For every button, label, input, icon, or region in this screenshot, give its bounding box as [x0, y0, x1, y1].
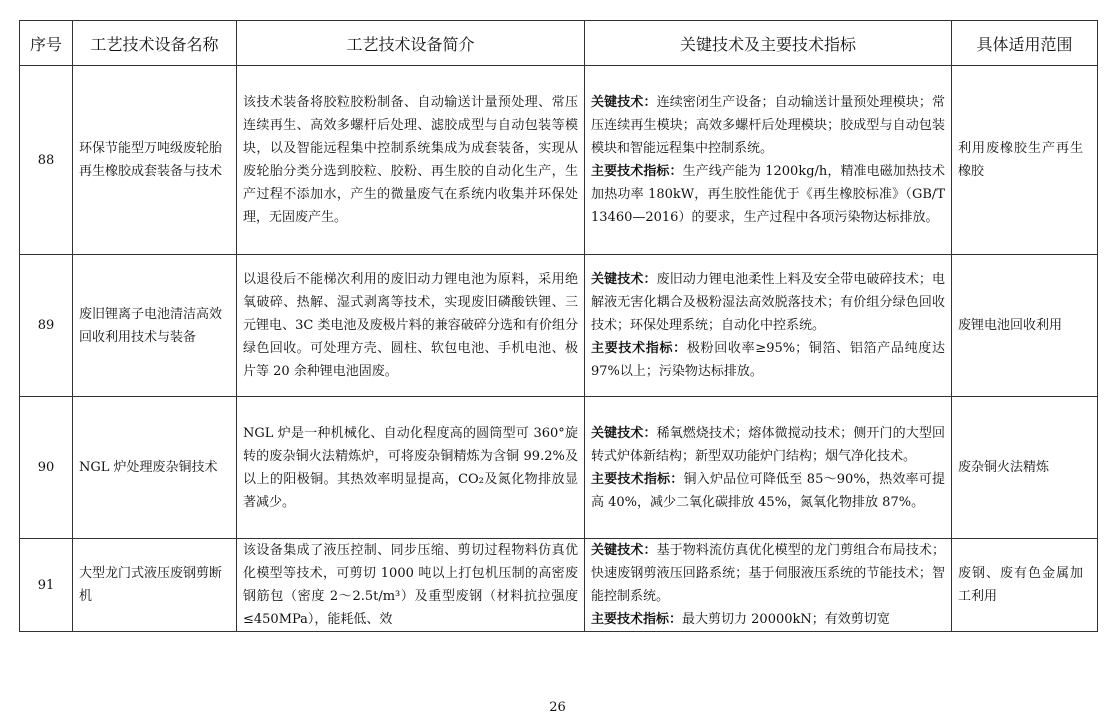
- row-number: 91: [20, 539, 73, 632]
- row-number: 90: [20, 397, 73, 539]
- table-header-row: [20, 21, 1098, 66]
- key-tech-label: 关键技术：: [591, 543, 657, 558]
- row-number: 89: [20, 255, 73, 397]
- key-tech-label: 关键技术：: [591, 272, 657, 287]
- key-tech-cell: [585, 397, 952, 539]
- key-tech-text: 基于物料流仿真优化模型的龙门剪组合布局技术；快速废钢剪液压回路系统；基于伺服液压系统的节能技术；智能控制系统。: [591, 543, 945, 604]
- tech-name: 废旧锂离子电池清洁高效回收利用技术与装备: [73, 255, 237, 397]
- key-tech-label: 关键技术：: [591, 425, 657, 441]
- indicators-text: 铜入炉品位可降低至 85～90%，热效率可提高 40%，减少二氧化碳排放 45%，氮氧化物排放 87%。: [591, 471, 945, 510]
- table-row: [20, 397, 1098, 539]
- key-tech-text: 废旧动力锂电池柔性上料及安全带电破碎技术；电解液无害化耦合及极粉湿法高效脱落技术；有价组分绿色回收技术；环保处理系统；自动化中控系统。: [591, 272, 945, 333]
- indicators-label: 主要技术指标：: [591, 471, 684, 487]
- indicators-label: 主要技术指标：: [591, 164, 683, 179]
- header-name: 工艺技术设备名称: [73, 21, 237, 66]
- tech-name: 环保节能型万吨级废轮胎再生橡胶成套装备与技术: [73, 66, 237, 255]
- key-tech-cell: [585, 255, 952, 397]
- technology-table: [19, 20, 1098, 632]
- indicators-text: 最大剪切力 20000kN；有效剪切宽: [682, 612, 890, 627]
- table-row: [20, 255, 1098, 397]
- table-row: [20, 66, 1098, 255]
- scope-cell: 利用废橡胶生产再生橡胶: [952, 66, 1098, 255]
- scope-cell: 废钢、废有色金属加工利用: [952, 539, 1098, 632]
- tech-intro: 以退役后不能梯次利用的废旧动力锂电池为原料，采用绝氧破碎、热解、湿式剥离等技术，实现废旧磷酸铁锂、三元锂电、3C 类电池及废极片料的兼容破碎分选和有价组分绿色回收。可处理方壳、圆柱、软包电池、手机电池、极片等 20 余种锂电池固废。: [237, 255, 585, 397]
- key-tech-cell: [585, 66, 952, 255]
- indicators-label: 主要技术指标：: [591, 341, 687, 356]
- tech-intro-cell: [237, 539, 585, 632]
- scope-cell: 废锂电池回收利用: [952, 255, 1098, 397]
- row-number: 88: [20, 66, 73, 255]
- table-row: [20, 539, 1098, 632]
- indicators-text: 极粉回收率≥95%；铜箔、铝箔产品纯度达 97%以上；污染物达标排放。: [591, 341, 945, 379]
- key-tech-label: 关键技术：: [591, 95, 657, 110]
- scope-cell: 废杂铜火法精炼: [952, 397, 1098, 539]
- key-tech-text: 连续密闭生产设备；自动输送计量预处理模块；常压连续再生模块；高效多螺杆后处理模块；胶成型与自动包装模块和智能远程集中控制系统。: [591, 95, 945, 156]
- tech-intro: NGL 炉是一种机械化、自动化程度高的圆筒型可 360°旋转的废杂铜火法精炼炉，可将废杂铜精炼为含铜 99.2%及以上的阳极铜。其热效率明显提高，CO₂及氮化物排放显著减少。: [237, 397, 585, 539]
- indicators-text: 生产线产能为 1200kg/h，精准电磁加热技术加热功率 180kW，再生胶性能优于《再生橡胶标准》（GB/T 13460—2016）的要求，生产过程中各项污染物达标排放。: [591, 164, 945, 225]
- header-key-tech: 关键技术及主要技术指标: [585, 21, 952, 66]
- key-tech-text: 稀氧燃烧技术；熔体微搅动技术；侧开门的大型回转式炉体新结构；新型双功能炉门结构；烟气净化技术。: [591, 425, 945, 464]
- page-number: 26: [549, 700, 566, 715]
- tech-name: 大型龙门式液压废钢剪断机: [73, 539, 237, 632]
- header-no: 序号: [20, 21, 73, 66]
- tech-intro: 该技术装备将胶粒胶粉制备、自动输送计量预处理、常压连续再生、高效多螺杆后处理、滤胶成型与自动包装等模块，以及智能远程集中控制系统集成为成套装备，实现从废轮胎分类分选到胶粒、胶粉、再生胶的自动化生产，生产过程不添加水，产生的微量废气在系统内收集并环保处理，无固废产生。: [237, 66, 585, 255]
- indicators-label: 主要技术指标：: [591, 612, 683, 627]
- tech-intro: 该设备集成了液压控制、同步压缩、剪切过程物料仿真优化模型等技术，可剪切 1000 吨以上打包机压制的高密废钢筋包（密度 2～2.5t/m³）及重型废钢（材料抗拉强度≤450MPa），能耗低、效: [243, 543, 578, 627]
- tech-name: NGL 炉处理废杂铜技术: [73, 397, 237, 539]
- key-tech-cell: [585, 539, 952, 632]
- header-scope: 具体适用范围: [952, 21, 1098, 66]
- header-intro: 工艺技术设备简介: [237, 21, 585, 66]
